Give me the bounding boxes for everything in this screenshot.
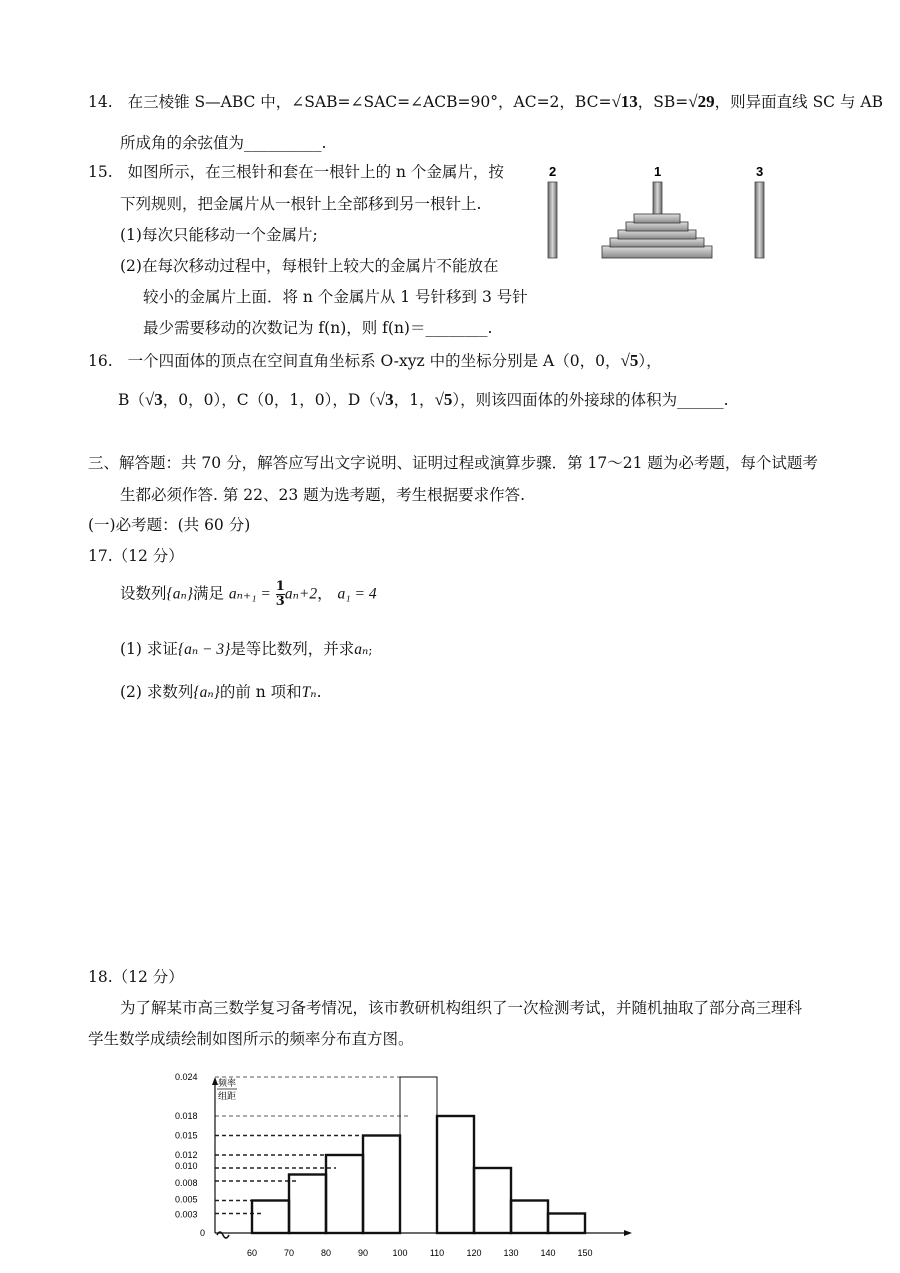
q14-number: 14. [88,93,113,111]
hanoi-figure [540,160,780,270]
x-tick-label: 150 [577,1248,593,1258]
y-tick-label: 0 [200,1228,206,1238]
y-label-bottom: 组距 [217,1091,237,1101]
peg-1 [653,182,662,216]
x-tick-label: 120 [466,1248,482,1258]
histogram-bar [326,1155,363,1233]
q17-frac-num: 1 [275,579,285,594]
q16-line1 [88,349,662,371]
q14-text-a: 在三棱锥 S—ABC 中，∠SAB=∠SAC=∠ACB=90°，AC=2，BC= [127,93,612,111]
x-tick-label: 80 [320,1248,332,1258]
q16-text-c: B（ [118,391,145,409]
q17-given-a: 设数列 [120,584,167,603]
q16-text-b: ）， [638,352,662,370]
peg-label-1: 1 [654,164,662,179]
q16-text-e: ，1， [393,391,435,409]
q18-line1: 为了解某市高三数学复习备考情况，该市教研机构组织了一次检测考试，并随机抽取了部分高三理科 [120,999,803,1017]
q14-bc-value: √13 [611,92,638,111]
section3-line2: 生都必须作答. 第 22、23 题为选考题，考生根据要求作答. [120,486,526,504]
histogram-bar [548,1214,585,1234]
y-label-top: 频率 [217,1078,237,1088]
y-tick-label: 0.010 [175,1161,198,1171]
q17-part2-c: Tₙ [301,684,317,701]
q16-number: 16. [88,352,113,370]
q17-part1-a: (1) 求证 [120,640,178,658]
y-tick-label: 0.003 [175,1209,198,1220]
section3-subheading: (一)必考题：(共 60 分) [88,516,251,534]
histogram-bar [252,1201,289,1234]
peg-2 [548,182,557,258]
q17-header: 17.（12 分） [88,547,184,565]
q15-line1 [88,160,504,182]
q16-line2 [118,388,729,410]
q17-part1-b: 是等比数列，并求 [230,640,355,658]
q15-line4: (2)在每次移动过程中，每根针上较大的金属片不能放在 [120,257,499,275]
q16-text-a: 一个四面体的顶点在空间直角坐标系 O-xyz 中的坐标分别是 A（0，0， [127,352,621,370]
q15-text-1: 如图所示，在三根针和套在一根针上的 n 个金属片，按 [127,163,504,181]
y-tick-label: 0.015 [175,1130,198,1141]
q17-frac-den: 3 [275,594,285,609]
q15-number: 15. [88,163,113,181]
q17-part2-a: (2) 求数列 [120,683,194,701]
q17-part2 [120,680,322,702]
q17-part2-seq: {aₙ} [193,684,220,701]
x-tick-label: 110 [429,1248,445,1258]
x-tick-label: 60 [246,1248,258,1258]
histogram-bar [437,1116,474,1233]
q14-line1 [88,90,883,112]
histogram-bar [363,1136,400,1234]
q17-part1-d: ; [368,643,373,657]
histogram-bar [289,1175,326,1234]
x-tick-label: 140 [540,1248,556,1258]
q15-line5: 较小的金属片上面．将 n 个金属片从 1 号针移到 3 号针 [143,288,528,306]
disc-5 [602,246,712,258]
q17-recurrence-lhs: aₙ₊₁ = [228,585,271,603]
histogram-bar [400,1077,437,1233]
q17-initial: a₁ = 4 [337,585,377,603]
x-tick-label: 100 [392,1248,408,1258]
peg-3 [755,182,764,258]
q16-b-x: √3 [144,390,163,409]
q17-recurrence-rhs: aₙ+2 [284,585,318,603]
q17-given-seq: {aₙ} [166,585,193,603]
x-axis-arrow [624,1230,632,1236]
frequency-histogram [170,1073,640,1268]
y-tick-label: 0.024 [175,1073,198,1082]
histogram-bar [474,1168,511,1233]
q14-text-c: ，则异面直线 SC 与 AB [714,93,883,111]
x-tick-label: 70 [283,1248,295,1258]
q18-line2: 学生数学成绩绘制如图所示的频率分布直方图。 [88,1030,414,1048]
q17-part1 [120,637,372,659]
x-tick-label: 130 [503,1248,519,1258]
q16-d-z: √5 [434,390,453,409]
q17-part1-seq: {aₙ − 3} [177,641,231,658]
y-tick-label: 0.012 [175,1150,198,1160]
x-tick-label: 90 [357,1248,369,1258]
histogram-bar [511,1201,548,1234]
section3-line1: 三、解答题：共 70 分，解答应写出文字说明、证明过程或演算步骤．第 17～21 题为必考题，每个试题考 [88,454,818,472]
q17-fraction [276,580,285,609]
q14-line2: 所成角的余弦值为__________. [120,134,327,152]
peg-label-3: 3 [756,164,764,179]
q15-line6: 最少需要移动的次数记为 f(n)，则 f(n)＝________. [143,319,493,337]
y-tick-label: 0.005 [175,1194,198,1205]
y-tick-label: 0.008 [175,1178,198,1188]
q17-part1-c: aₙ [354,641,369,658]
disc-1 [634,214,680,223]
q15-line2: 下列规则，把金属片从一根针上全部移到另一根针上. [120,195,482,213]
q16-a-z: √5 [620,351,639,370]
y-tick-label: 0.018 [175,1111,198,1121]
q17-given: 设数列{aₙ}满足 aₙ₊₁ = $\frac{1}{3}$ aₙ+2， a₁ = 4 [120,579,377,609]
q14-text-b: ，SB= [637,93,689,111]
q17-part2-b: 的前 n 项和 [219,683,302,701]
q17-part2-d: . [316,683,322,701]
q17-given-b: 满足 [192,584,224,603]
q16-text-d: ，0，0），C（0，1，0），D（ [162,391,376,409]
q14-sb-value: √29 [688,92,715,111]
q18-header: 18.（12 分） [88,968,184,986]
peg-label-2: 2 [549,164,557,179]
q15-line3: (1)每次只能移动一个金属片; [120,226,318,244]
q16-d-x: √3 [375,390,394,409]
q16-text-f: ），则该四面体的外接球的体积为______. [452,391,729,409]
